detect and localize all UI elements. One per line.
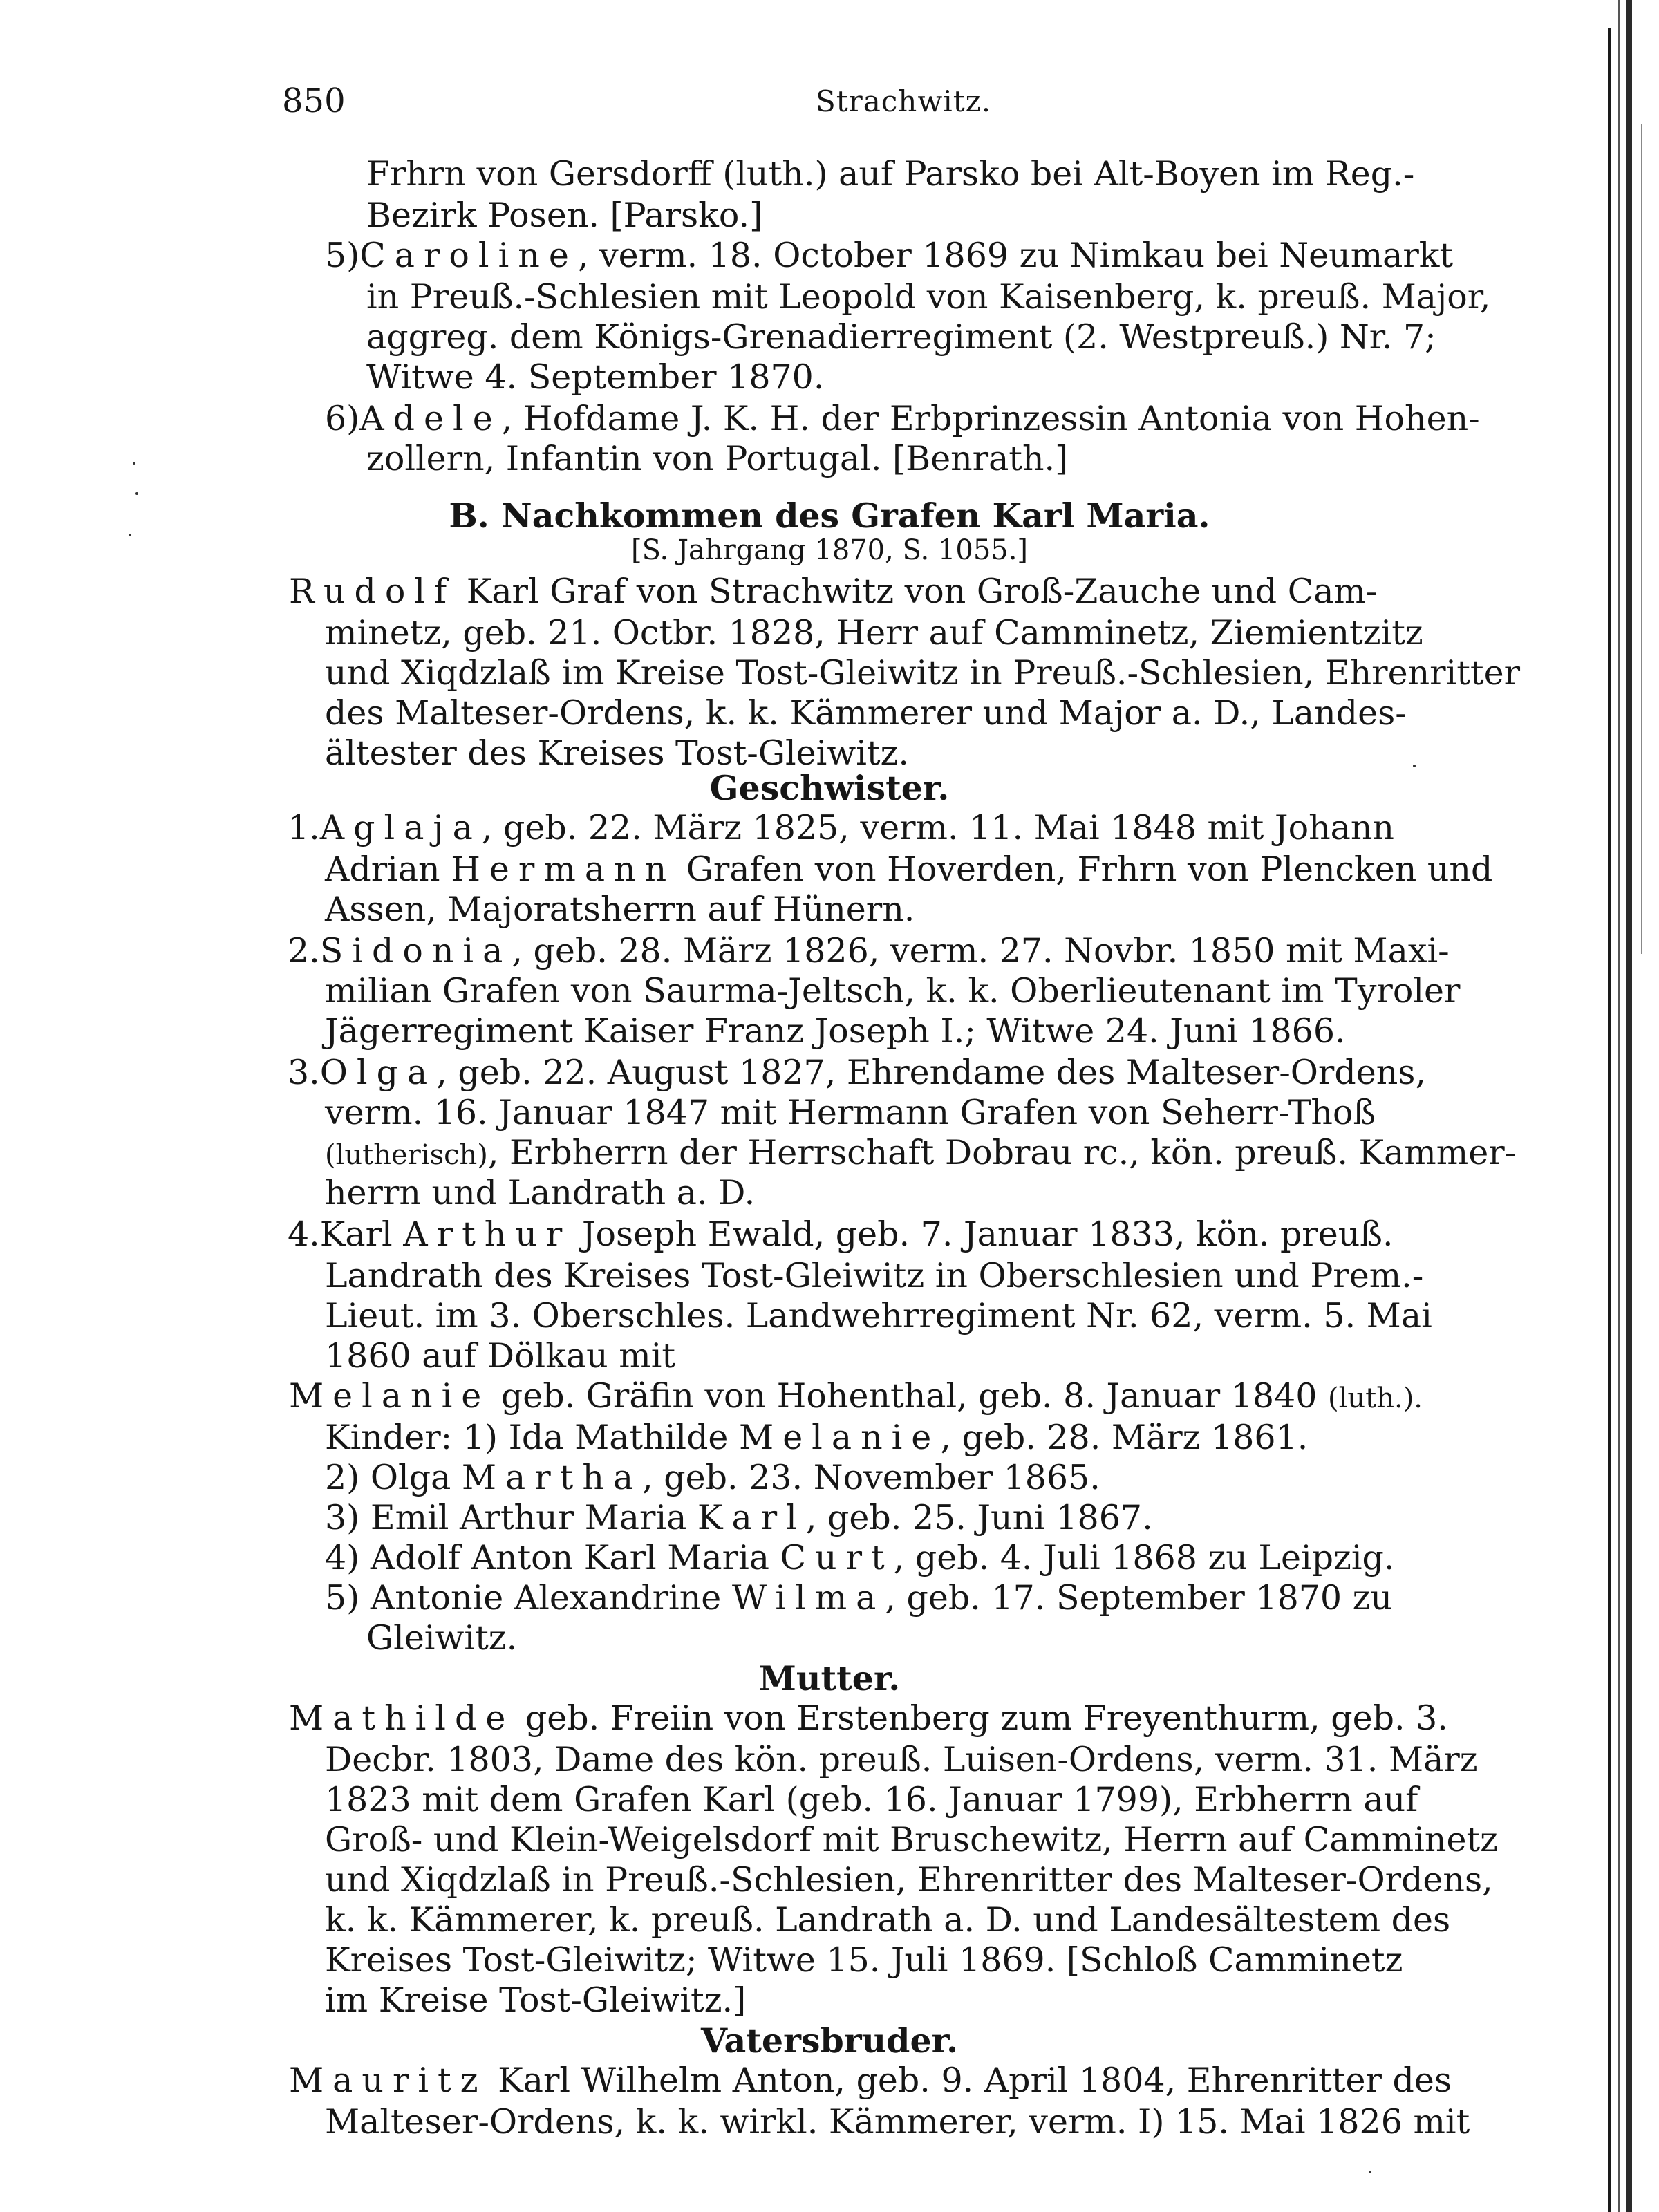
text-run: , geb. 17. September 1870 zu xyxy=(885,1578,1393,1618)
text-line xyxy=(289,571,1377,612)
text-line: k. k. Kämmerer, k. preuß. Landrath a. D. und Landesältestem des xyxy=(325,1900,1451,1940)
text-line: verm. 16. Januar 1847 mit Hermann Grafen von Seherr-Thoß xyxy=(325,1093,1376,1132)
text-line: Lieut. im 3. Oberschles. Landwehrregiment Nr. 62, verm. 5. Mai xyxy=(325,1296,1432,1335)
spaced-name: Martha xyxy=(461,1458,643,1497)
text-line xyxy=(289,1698,1448,1739)
text-line xyxy=(289,1376,1423,1419)
entry-number: 1. xyxy=(288,808,320,847)
text-run: Karl Graf von Strachwitz von Groß-Zauche und Cam- xyxy=(456,572,1378,611)
text-line xyxy=(288,1214,1394,1255)
text-run: , Hofdame J. K. H. der Erbprinzessin Antonia von Hohen- xyxy=(501,399,1480,438)
text-run: , geb. 28. März 1861. xyxy=(940,1418,1309,1457)
text-run: , geb. 4. Juli 1868 zu Leipzig. xyxy=(893,1538,1395,1577)
text-line: und Xiqdzlaß im Kreise Tost-Gleiwitz in Preuß.-Schlesien, Ehrenritter xyxy=(325,653,1521,693)
text-run: , geb. 28. März 1826, verm. 27. Novbr. 1850 mit Maxi- xyxy=(512,931,1450,971)
spaced-name: Mathilde xyxy=(289,1698,515,1738)
text-run: (luth.). xyxy=(1327,1382,1423,1414)
text-line: Gleiwitz. xyxy=(366,1618,518,1658)
text-line: 1860 auf Dölkau mit xyxy=(325,1336,676,1376)
subheading-vatersbruder: Vatersbruder. xyxy=(701,2021,958,2061)
text-run: Adrian xyxy=(325,850,451,889)
spaced-name: Aglaja xyxy=(319,808,482,847)
text-run: 3) Emil Arthur Maria xyxy=(325,1498,697,1537)
text-line: milian Grafen von Saurma-Jeltsch, k. k. Oberlieutenant im Tyroler xyxy=(325,971,1461,1011)
text-run: Kinder: 1) Ida Mathilde xyxy=(325,1418,740,1457)
text-run: Karl xyxy=(319,1215,404,1254)
text-run: , geb. 22. März 1825, verm. 11. Mai 1848 mit Johann xyxy=(481,808,1394,847)
entry-number: 2. xyxy=(288,931,320,971)
text-line: Assen, Majoratsherrn auf Hünern. xyxy=(325,890,915,929)
text-line xyxy=(288,807,1394,849)
text-line: ältester des Kreises Tost-Gleiwitz. xyxy=(325,733,910,773)
text-run: Karl Wilhelm Anton, geb. 9. April 1804, Ehrenritter des xyxy=(487,2061,1452,2100)
text-run: 2) Olga xyxy=(325,1458,462,1497)
binding-edge-line xyxy=(1608,28,1611,2212)
text-line xyxy=(288,1052,1426,1094)
text-run: 4) Adolf Anton Karl Maria xyxy=(325,1538,780,1577)
text-line: zollern, Infantin von Portugal. [Benrath.] xyxy=(366,439,1069,478)
text-run: Joseph Ewald, geb. 7. Januar 1833, kön. preuß. xyxy=(571,1215,1394,1254)
spaced-name: Rudolf xyxy=(289,572,456,611)
subheading-mutter: Mutter. xyxy=(758,1658,901,1698)
text-line: im Kreise Tost-Gleiwitz.] xyxy=(325,1980,747,2020)
text-line xyxy=(325,235,1453,276)
text-line: Frhrn von Gersdorff (luth.) auf Parsko bei Alt-Boyen im Reg.- xyxy=(366,154,1415,194)
entry-number: 4. xyxy=(288,1215,320,1254)
text-run: geb. Gräfin von Hohenthal, geb. 8. Januar 1840 xyxy=(490,1376,1328,1416)
text-line: und Xiqdzlaß in Preuß.-Schlesien, Ehrenritter des Malteser-Ordens, xyxy=(325,1860,1493,1900)
spaced-name: Hermann xyxy=(451,850,676,889)
section-reference: [S. Jahrgang 1870, S. 1055.] xyxy=(630,534,1029,566)
entry-number: 3. xyxy=(288,1053,320,1092)
scan-speck xyxy=(1369,2171,1371,2173)
binding-edge-line xyxy=(1618,0,1620,2212)
text-line: Bezirk Posen. [Parsko.] xyxy=(366,196,763,235)
binding-edge-line xyxy=(1626,0,1632,2212)
text-run: Grafen von Hoverden, Frhrn von Plencken und xyxy=(675,850,1493,889)
text-line xyxy=(325,849,1492,890)
text-line xyxy=(289,2060,1452,2101)
text-line: 1823 mit dem Grafen Karl (geb. 16. Januar 1799), Erbherrn auf xyxy=(325,1780,1418,1819)
spaced-name: Melanie xyxy=(739,1418,941,1457)
text-line: Malteser-Ordens, k. k. wirkl. Kämmerer, verm. I) 15. Mai 1826 mit xyxy=(325,2102,1470,2141)
page-number: 850 xyxy=(282,82,346,120)
spaced-name: Adele xyxy=(359,399,502,438)
spaced-name: Arthur xyxy=(403,1215,572,1254)
scan-speck xyxy=(133,462,135,465)
entry-number: 5) xyxy=(325,236,360,275)
text-line xyxy=(325,398,1480,440)
text-run: , geb. 23. November 1865. xyxy=(642,1458,1100,1497)
page-header xyxy=(0,82,1659,123)
text-run: 5) Antonie Alexandrine xyxy=(325,1578,732,1618)
text-line: Kreises Tost-Gleiwitz; Witwe 15. Juli 1869. [Schloß Camminetz xyxy=(325,1940,1403,1980)
spaced-name: Mauritz xyxy=(289,2061,487,2100)
text-run: geb. Freiin von Erstenberg zum Freyenthurm, geb. 3. xyxy=(514,1698,1448,1738)
text-line: herrn und Landrath a. D. xyxy=(325,1173,756,1212)
spaced-name: Olga xyxy=(319,1053,437,1092)
spaced-name: Caroline xyxy=(359,236,578,275)
text-line xyxy=(325,1497,1153,1539)
text-line xyxy=(325,1537,1394,1579)
text-line: in Preuß.-Schlesien mit Leopold von Kaisenberg, k. preuß. Major, xyxy=(366,277,1491,317)
text-run: , verm. 18. October 1869 zu Nimkau bei Neumarkt xyxy=(577,236,1454,275)
text-line xyxy=(325,1457,1100,1499)
text-line: Landrath des Kreises Tost-Gleiwitz in Oberschlesien und Prem.- xyxy=(325,1256,1424,1295)
text-line: Witwe 4. September 1870. xyxy=(366,357,825,397)
text-line xyxy=(325,1132,1516,1176)
text-line: des Malteser-Ordens, k. k. Kämmerer und Major a. D., Landes- xyxy=(325,693,1407,733)
text-line xyxy=(325,1577,1392,1619)
entry-number: 6) xyxy=(325,399,360,438)
text-run: (lutherisch) xyxy=(325,1139,488,1171)
text-line: aggreg. dem Königs-Grenadierregiment (2. Westpreuß.) Nr. 7; xyxy=(366,317,1436,357)
spaced-name: Melanie xyxy=(289,1376,491,1416)
section-heading: B. Nachkommen des Grafen Karl Maria. xyxy=(449,496,1210,536)
spaced-name: Sidonia xyxy=(319,931,512,971)
text-line: Jägerregiment Kaiser Franz Joseph I.; Witwe 24. Juni 1866. xyxy=(325,1011,1346,1051)
subheading-geschwister: Geschwister. xyxy=(709,768,950,808)
text-line: minetz, geb. 21. Octbr. 1828, Herr auf Camminetz, Ziemientzitz xyxy=(325,613,1423,653)
text-run: , geb. 25. Juni 1867. xyxy=(805,1498,1153,1537)
text-line xyxy=(288,930,1450,972)
spaced-name: Wilma xyxy=(731,1578,885,1618)
running-head: Strachwitz. xyxy=(816,84,992,118)
text-line: Groß- und Klein-Weigelsdorf mit Bruschewitz, Herrn auf Camminetz xyxy=(325,1820,1498,1859)
text-run: , geb. 22. August 1827, Ehrendame des Malteser-Ordens, xyxy=(436,1053,1426,1092)
text-run: , Erbherrn der Herrschaft Dobrau rc., kön. preuß. Kammer- xyxy=(487,1133,1517,1172)
text-line: Decbr. 1803, Dame des kön. preuß. Luisen-Ordens, verm. 31. März xyxy=(325,1740,1478,1779)
spaced-name: Karl xyxy=(697,1498,806,1537)
text-line xyxy=(325,1417,1308,1459)
spaced-name: Curt xyxy=(780,1538,894,1577)
